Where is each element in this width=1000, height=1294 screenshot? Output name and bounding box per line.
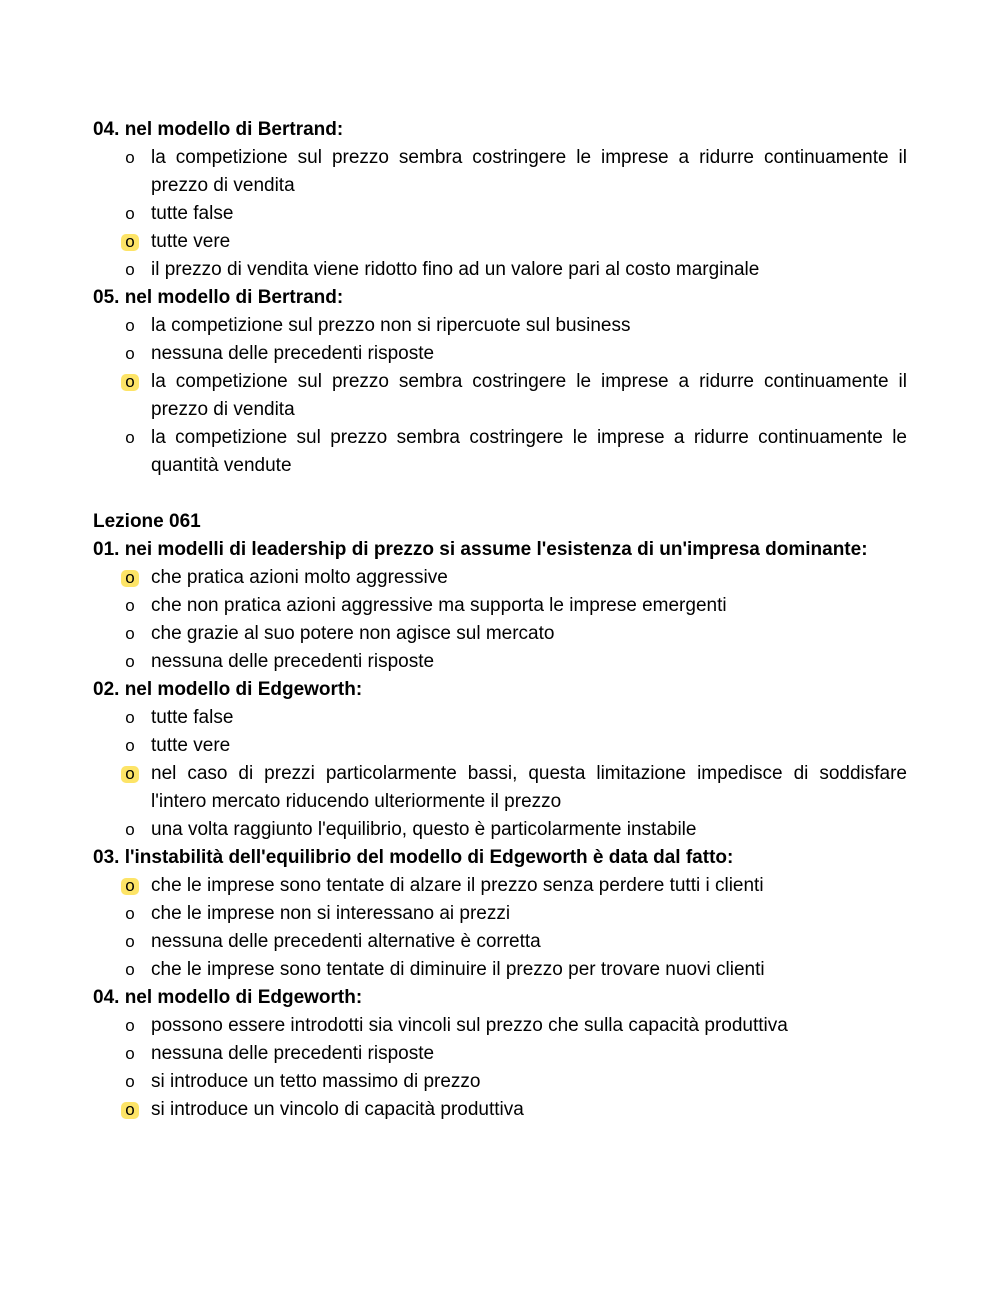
highlighted-circle-bullet-icon: o — [121, 1096, 139, 1124]
question-block — [93, 116, 907, 284]
highlighted-circle-bullet-icon: o — [121, 760, 139, 788]
answer-option-correct — [93, 228, 907, 256]
circle-bullet-icon: o — [125, 596, 135, 615]
circle-bullet-icon: o — [125, 904, 135, 923]
answer-option — [93, 1012, 907, 1040]
highlighted-circle-bullet-icon: o — [121, 564, 139, 592]
answer-option-text: che non pratica azioni aggressive ma supporta le imprese emergenti — [151, 595, 727, 616]
circle-bullet-icon: o — [125, 344, 135, 363]
circle-bullet-icon: o — [125, 652, 135, 671]
question-block — [93, 284, 907, 480]
answer-option — [93, 200, 907, 228]
answer-option — [93, 312, 907, 340]
lesson-title: Lezione 061 — [93, 511, 201, 532]
answer-option-text: la competizione sul prezzo sembra costringere le imprese a ridurre continuamente il prezzo di vendita — [151, 371, 907, 420]
circle-bullet-icon: o — [125, 960, 135, 979]
question-title: 04. nel modello di Edgeworth: — [93, 987, 363, 1008]
answer-option — [93, 424, 907, 480]
circle-bullet-icon: o — [125, 316, 135, 335]
answer-option — [93, 144, 907, 200]
document-page — [93, 116, 907, 1124]
answer-option — [93, 732, 907, 760]
question-block — [93, 984, 907, 1124]
question-title: 05. nel modello di Bertrand: — [93, 287, 344, 308]
answer-option — [93, 816, 907, 844]
section — [93, 508, 907, 1124]
answer-option-text: che le imprese sono tentate di diminuire il prezzo per trovare nuovi clienti — [151, 959, 765, 980]
answer-option-text: che le imprese sono tentate di alzare il prezzo senza perdere tutti i clienti — [151, 875, 764, 896]
answer-option — [93, 1040, 907, 1068]
section — [93, 116, 907, 480]
answer-option-text: nessuna delle precedenti risposte — [151, 1043, 435, 1064]
answer-option-text: si introduce un tetto massimo di prezzo — [151, 1071, 481, 1092]
answer-option-text: che grazie al suo potere non agisce sul mercato — [151, 623, 555, 644]
answer-option-text: possono essere introdotti sia vincoli sul prezzo che sulla capacità produttiva — [151, 1015, 788, 1036]
answer-option-text: nessuna delle precedenti risposte — [151, 343, 435, 364]
highlighted-circle-bullet-icon: o — [121, 228, 139, 256]
circle-bullet-icon: o — [125, 1072, 135, 1091]
answer-option-text: tutte vere — [151, 735, 231, 756]
circle-bullet-icon: o — [125, 1016, 135, 1035]
answer-option-correct — [93, 872, 907, 900]
answer-option-correct — [93, 1096, 907, 1124]
circle-bullet-icon: o — [125, 736, 135, 755]
answer-option-text: che le imprese non si interessano ai prezzi — [151, 903, 511, 924]
answer-option-text: tutte false — [151, 203, 234, 224]
answer-option — [93, 256, 907, 284]
question-block — [93, 844, 907, 984]
answer-option-text: la competizione sul prezzo sembra costringere le imprese a ridurre continuamente il prezzo di vendita — [151, 147, 907, 196]
answer-option-text: nel caso di prezzi particolarmente bassi, questa limitazione impedisce di soddisfare l'intero mercato riducendo ulteriormente il prezzo — [151, 763, 907, 812]
highlighted-circle-bullet-icon: o — [121, 872, 139, 900]
answer-option-correct — [93, 368, 907, 424]
circle-bullet-icon: o — [125, 820, 135, 839]
answer-option-text: nessuna delle precedenti alternative è corretta — [151, 931, 541, 952]
answer-option-text: tutte vere — [151, 231, 231, 252]
answer-option — [93, 340, 907, 368]
circle-bullet-icon: o — [125, 260, 135, 279]
question-block — [93, 676, 907, 844]
answer-option — [93, 956, 907, 984]
question-title: 02. nel modello di Edgeworth: — [93, 679, 363, 700]
question-block — [93, 536, 907, 676]
circle-bullet-icon: o — [125, 932, 135, 951]
answer-option-correct — [93, 760, 907, 816]
answer-option-text: nessuna delle precedenti risposte — [151, 651, 435, 672]
circle-bullet-icon: o — [125, 708, 135, 727]
answer-option — [93, 592, 907, 620]
question-title: 03. l'instabilità dell'equilibrio del modello di Edgeworth è data dal fatto: — [93, 847, 734, 868]
answer-option-text: la competizione sul prezzo sembra costringere le imprese a ridurre continuamente le quantità vendute — [151, 427, 907, 476]
circle-bullet-icon: o — [125, 1044, 135, 1063]
answer-option-text: la competizione sul prezzo non si ripercuote sul business — [151, 315, 631, 336]
answer-option-text: una volta raggiunto l'equilibrio, questo è particolarmente instabile — [151, 819, 697, 840]
answer-option — [93, 620, 907, 648]
answer-option-text: il prezzo di vendita viene ridotto fino ad un valore pari al costo marginale — [151, 259, 760, 280]
answer-option — [93, 900, 907, 928]
answer-option-text: che pratica azioni molto aggressive — [151, 567, 448, 588]
circle-bullet-icon: o — [125, 148, 135, 167]
question-title: 01. nei modelli di leadership di prezzo si assume l'esistenza di un'impresa dominante: — [93, 539, 868, 560]
answer-option-correct — [93, 564, 907, 592]
question-title: 04. nel modello di Bertrand: — [93, 119, 344, 140]
answer-option — [93, 928, 907, 956]
answer-option-text: tutte false — [151, 707, 234, 728]
answer-option-text: si introduce un vincolo di capacità produttiva — [151, 1099, 524, 1120]
circle-bullet-icon: o — [125, 624, 135, 643]
circle-bullet-icon: o — [125, 204, 135, 223]
answer-option — [93, 704, 907, 732]
answer-option — [93, 1068, 907, 1096]
answer-option — [93, 648, 907, 676]
circle-bullet-icon: o — [125, 428, 135, 447]
highlighted-circle-bullet-icon: o — [121, 368, 139, 396]
